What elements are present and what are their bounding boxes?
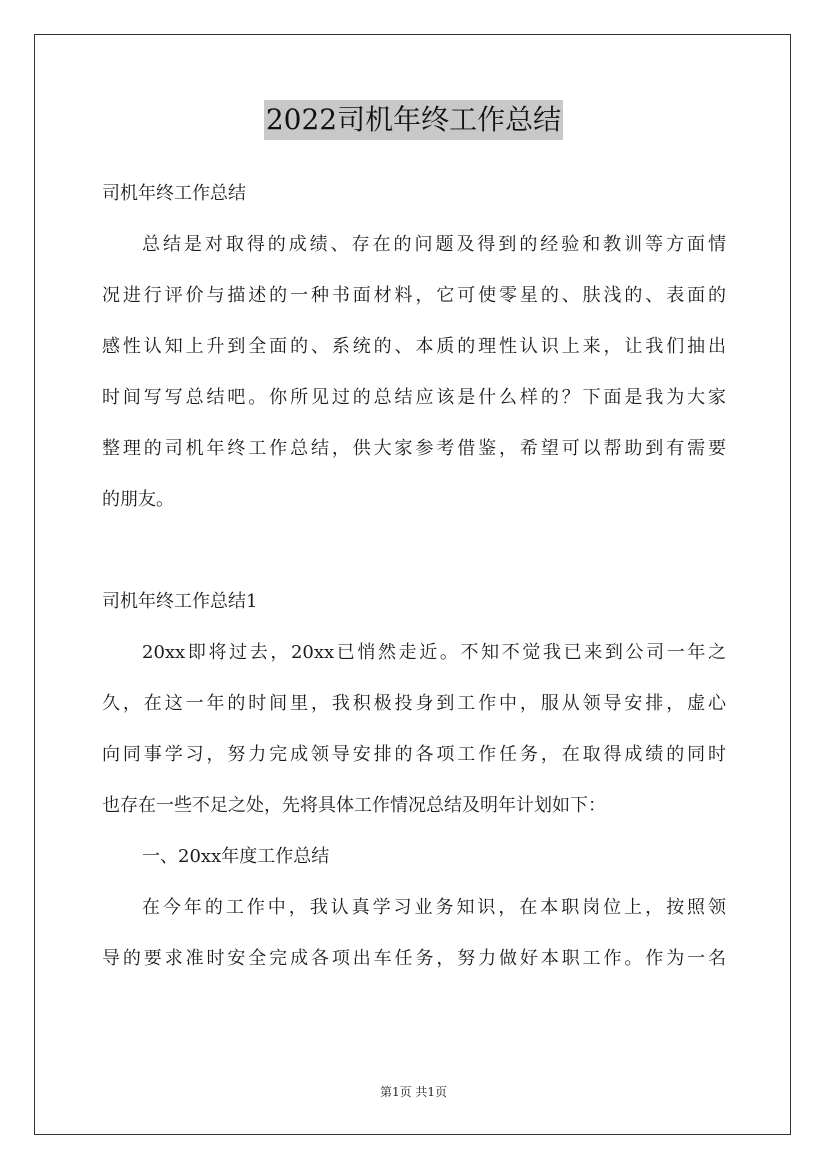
intro-line: 总结是对取得的成绩、存在的问题及得到的经验和教训等方面情 [142, 234, 726, 255]
subtitle: 司机年终工作总结 [102, 183, 246, 204]
section-heading: 司机年终工作总结1 [102, 591, 258, 612]
document-body [102, 168, 726, 984]
intro-line: 的朋友。 [102, 489, 174, 510]
sub-line: 在今年的工作中，我认真学习业务知识，在本职岗位上，按照领 [142, 897, 726, 918]
paragraph-gap [102, 525, 726, 576]
sub-line: 导的要求准时安全完成各项出车任务，努力做好本职工作。作为一名 [102, 948, 726, 969]
section-line: 久，在这一年的时间里，我积极投身到工作中，服从领导安排，虚心 [102, 693, 726, 714]
title-container [0, 100, 827, 140]
intro-line: 况进行评价与描述的一种书面材料，它可使零星的、肤浅的、表面的 [102, 285, 726, 306]
sub-heading: 一、20xx年度工作总结 [142, 846, 330, 867]
section-line: 向同事学习，努力完成领导安排的各项工作任务，在取得成绩的同时 [102, 744, 726, 765]
section-line: 20xx即将过去，20xx已悄然走近。不知不觉我已来到公司一年之 [142, 642, 726, 663]
page-footer [0, 1083, 827, 1100]
intro-line: 时间写写总结吧。你所见过的总结应该是什么样的？下面是我为大家 [102, 387, 726, 408]
page-number-label: 第1页 共1页 [379, 1085, 448, 1099]
section-line: 也存在一些不足之处，先将具体工作情况总结及明年计划如下： [102, 795, 606, 816]
intro-line: 整理的司机年终工作总结，供大家参考借鉴，希望可以帮助到有需要 [102, 438, 726, 459]
intro-line: 感性认知上升到全面的、系统的、本质的理性认识上来，让我们抽出 [102, 336, 726, 357]
document-title: 2022司机年终工作总结 [264, 100, 563, 140]
